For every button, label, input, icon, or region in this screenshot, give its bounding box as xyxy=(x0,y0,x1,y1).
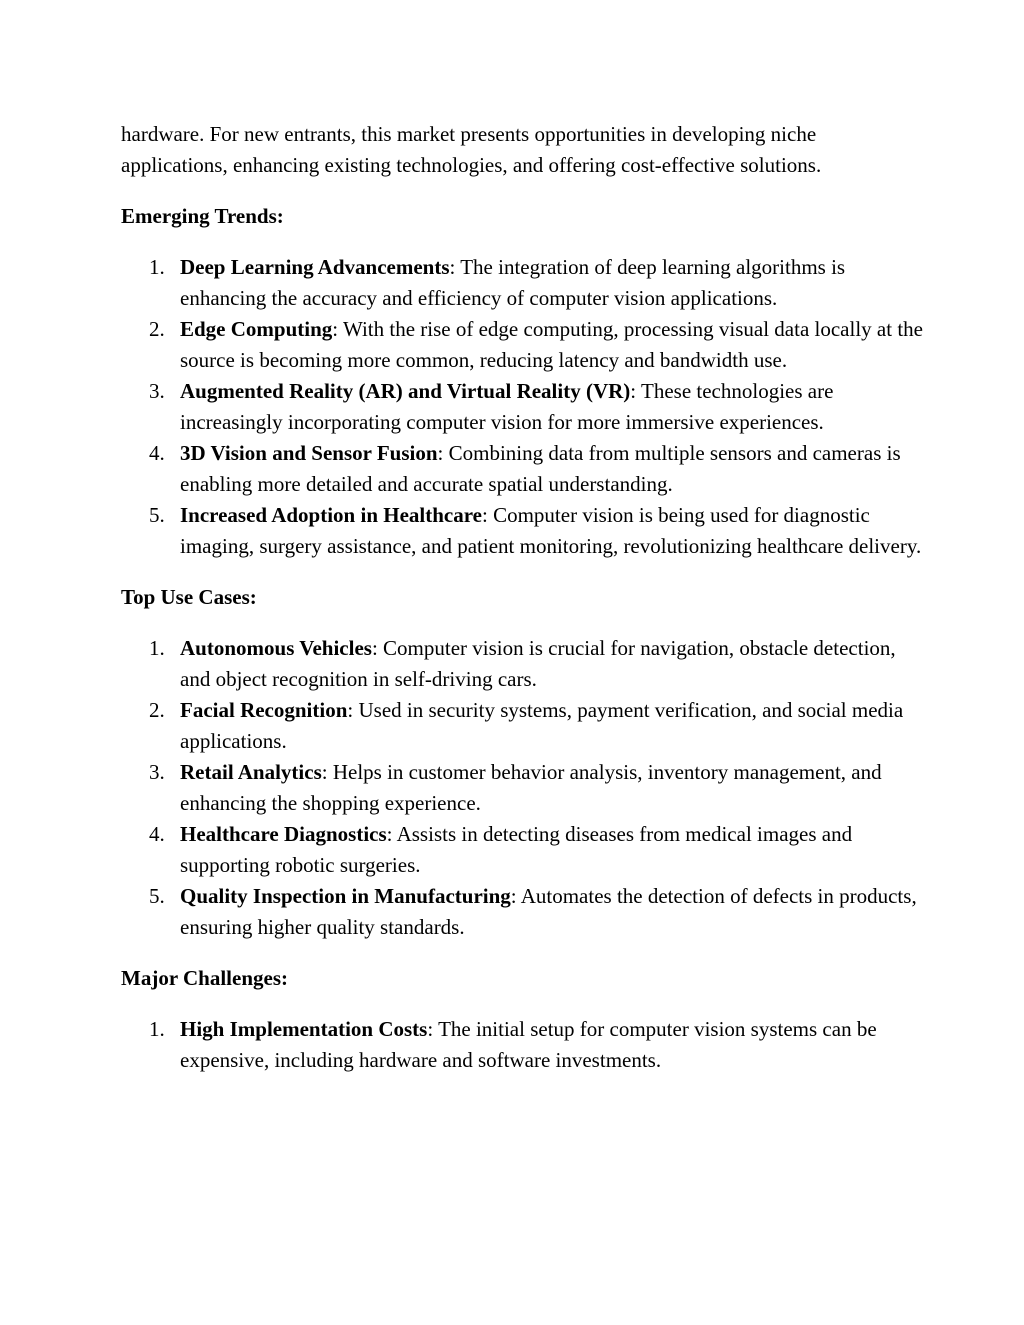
section-heading-top-use-cases: Top Use Cases: xyxy=(121,585,257,609)
major-challenges-list xyxy=(121,1014,924,1076)
list-number: 1. xyxy=(149,1017,165,1041)
section-heading-major-challenges: Major Challenges: xyxy=(121,966,289,990)
list-number: 3. xyxy=(149,379,165,403)
list-term: Retail Analytics xyxy=(180,760,322,784)
list-number: 5. xyxy=(149,503,165,527)
list-text: : These technologies are increasingly incorporating computer vision for more immersive experiences. xyxy=(180,379,834,434)
list-number: 3. xyxy=(149,760,165,784)
list-number: 4. xyxy=(149,822,165,846)
list-text: : Automates the detection of defects in products, ensuring higher quality standards. xyxy=(180,884,917,939)
list-term: Deep Learning Advancements xyxy=(180,255,450,279)
list-number: 5. xyxy=(149,884,165,908)
list-text: : Assists in detecting diseases from medical images and supporting robotic surgeries. xyxy=(180,822,853,877)
list-number: 1. xyxy=(149,255,165,279)
section-heading-emerging-trends: Emerging Trends: xyxy=(121,204,284,228)
list-term: Facial Recognition xyxy=(180,698,348,722)
list-number: 4. xyxy=(149,441,165,465)
list-text: : The initial setup for computer vision systems can be expensive, including hardware and software investments. xyxy=(180,1017,877,1072)
list-term: Increased Adoption in Healthcare xyxy=(180,503,482,527)
list-term: Healthcare Diagnostics xyxy=(180,822,387,846)
list-term: Augmented Reality (AR) and Virtual Reality (VR) xyxy=(180,379,631,403)
list-text: : The integration of deep learning algorithms is enhancing the accuracy and efficiency of computer vision applications. xyxy=(180,255,846,310)
list-item xyxy=(149,819,924,881)
list-number: 2. xyxy=(149,317,165,341)
list-item xyxy=(149,881,924,943)
list-item xyxy=(149,695,924,757)
list-text: : Used in security systems, payment verification, and social media applications. xyxy=(180,698,904,753)
emerging-trends-list xyxy=(121,252,924,562)
list-term: Autonomous Vehicles xyxy=(180,636,372,660)
list-text: : Computer vision is crucial for navigation, obstacle detection, and object recognition in self-driving cars. xyxy=(180,636,896,691)
list-item xyxy=(149,314,924,376)
list-item xyxy=(149,757,924,819)
list-text: : With the rise of edge computing, processing visual data locally at the source is becoming more common, reducing latency and bandwidth use. xyxy=(180,317,923,372)
list-text: : Helps in customer behavior analysis, inventory management, and enhancing the shopping experience. xyxy=(180,760,882,815)
list-item xyxy=(149,376,924,438)
list-item xyxy=(149,252,924,314)
list-text: : Computer vision is being used for diagnostic imaging, surgery assistance, and patient monitoring, revolutionizing healthcare delivery. xyxy=(180,503,922,558)
list-number: 2. xyxy=(149,698,165,722)
list-term: High Implementation Costs xyxy=(180,1017,428,1041)
list-term: 3D Vision and Sensor Fusion xyxy=(180,441,438,465)
list-number: 1. xyxy=(149,636,165,660)
list-item xyxy=(149,438,924,500)
list-item xyxy=(149,1014,924,1076)
list-term: Edge Computing xyxy=(180,317,333,341)
list-text: : Combining data from multiple sensors and cameras is enabling more detailed and accurate spatial understanding. xyxy=(180,441,901,496)
intro-paragraph: hardware. For new entrants, this market presents opportunities in developing niche applications, enhancing existing technologies, and offering cost-effective solutions. xyxy=(121,122,822,177)
list-item xyxy=(149,500,924,562)
list-item xyxy=(149,633,924,695)
list-term: Quality Inspection in Manufacturing xyxy=(180,884,511,908)
top-use-cases-list xyxy=(121,633,924,943)
